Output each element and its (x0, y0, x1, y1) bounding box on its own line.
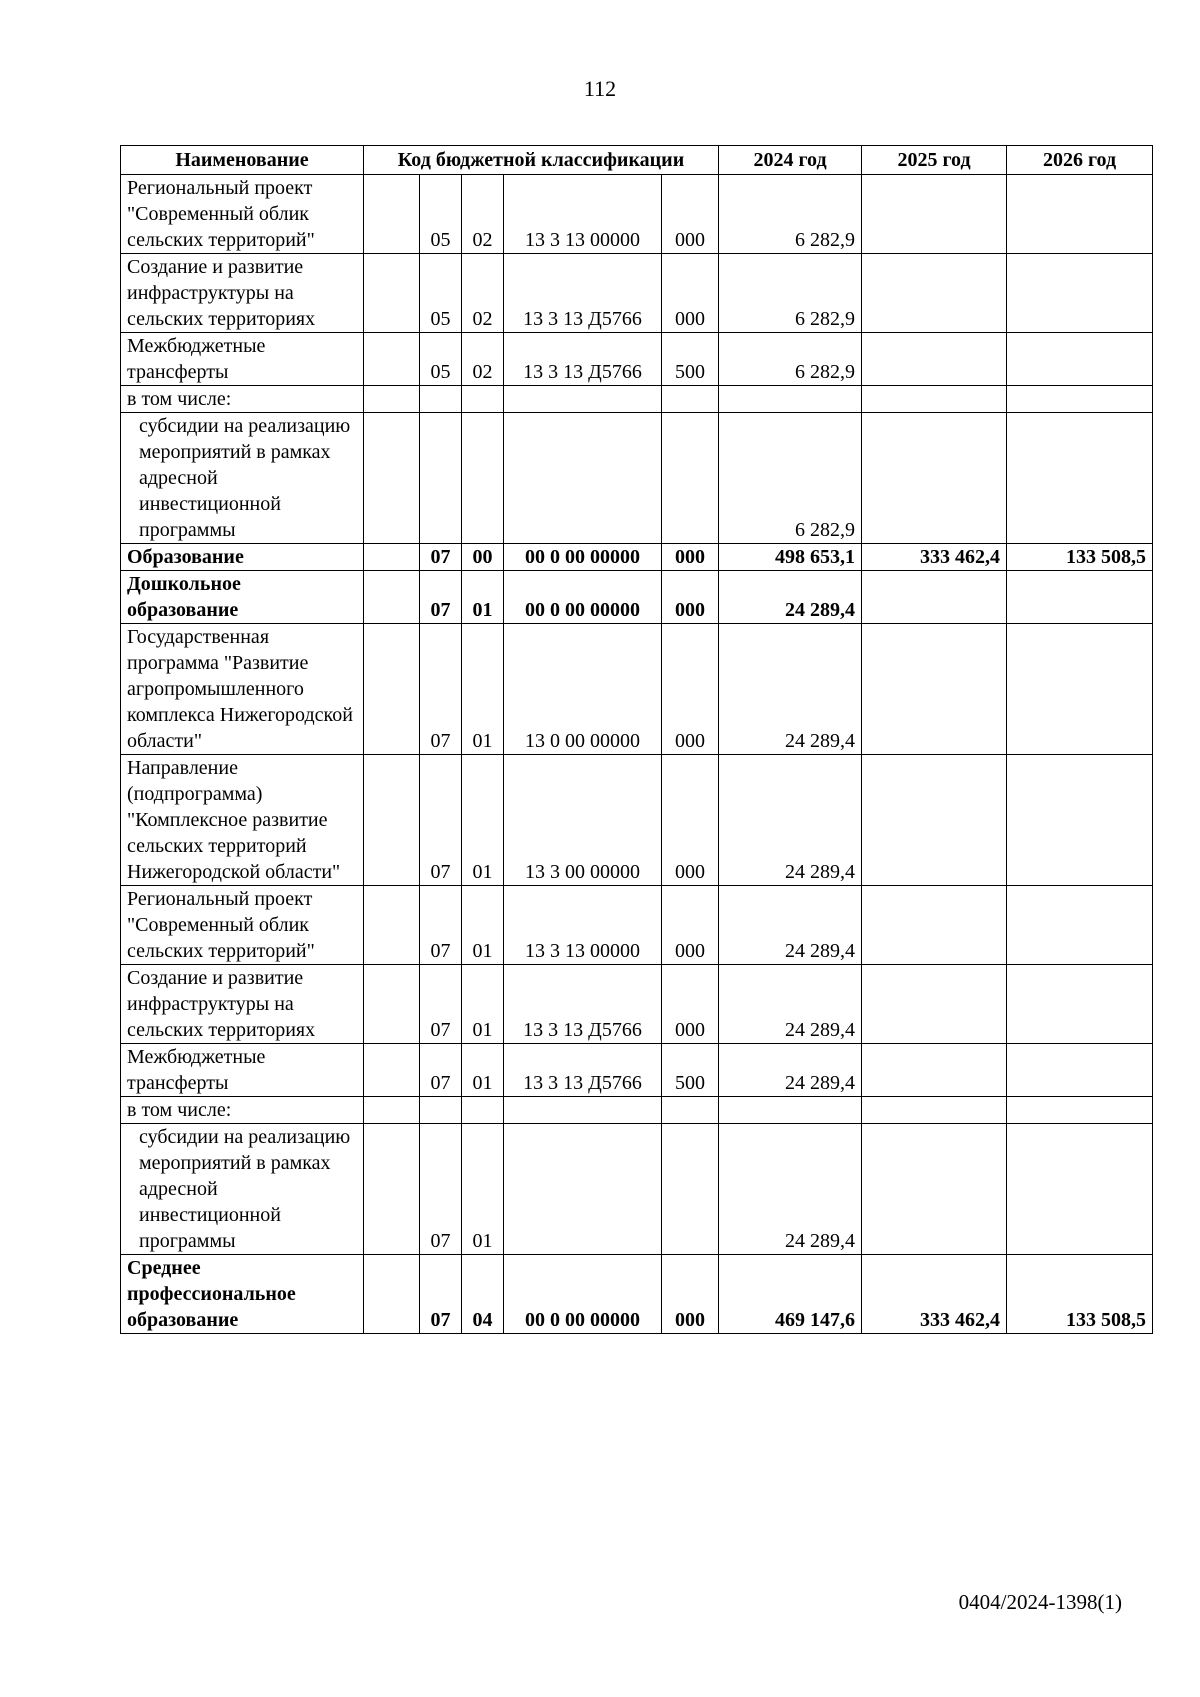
table-row (121, 886, 1153, 965)
cell-c5: 000 (662, 624, 719, 755)
cell-c4: 13 3 13 00000 (504, 175, 662, 254)
cell-name: в том числе: (121, 386, 364, 413)
cell-c3: 04 (462, 1255, 504, 1334)
cell-c3: 01 (462, 624, 504, 755)
cell-c2: 07 (420, 571, 462, 624)
cell-y2024: 24 289,4 (719, 755, 862, 886)
cell-c3: 01 (462, 886, 504, 965)
cell-c1 (364, 965, 420, 1044)
cell-y2025 (862, 755, 1007, 886)
cell-name: субсидии на реализацию мероприятий в рамках адресной инвестиционной программы (121, 413, 364, 544)
cell-c5 (662, 413, 719, 544)
cell-c3: 00 (462, 544, 504, 571)
cell-c4: 00 0 00 00000 (504, 1255, 662, 1334)
cell-c1 (364, 254, 420, 333)
cell-c4: 13 3 13 Д5766 (504, 965, 662, 1044)
cell-c1 (364, 386, 420, 413)
cell-y2026 (1007, 965, 1153, 1044)
document-id: 0404/2024-1398(1) (958, 1590, 1122, 1614)
cell-y2025 (862, 1124, 1007, 1255)
cell-name: в том числе: (121, 1097, 364, 1124)
cell-c2: 05 (420, 175, 462, 254)
table-row (121, 544, 1153, 571)
cell-y2026 (1007, 1044, 1153, 1097)
cell-y2026: 133 508,5 (1007, 1255, 1153, 1334)
cell-y2026 (1007, 333, 1153, 386)
cell-c3: 01 (462, 1124, 504, 1255)
cell-y2024: 24 289,4 (719, 1124, 862, 1255)
table-row (121, 965, 1153, 1044)
cell-y2024: 24 289,4 (719, 886, 862, 965)
cell-c1 (364, 413, 420, 544)
cell-y2026 (1007, 886, 1153, 965)
cell-c2 (420, 1097, 462, 1124)
table-row (121, 386, 1153, 413)
cell-c1 (364, 1044, 420, 1097)
cell-c1 (364, 755, 420, 886)
cell-c5: 000 (662, 886, 719, 965)
cell-c5: 000 (662, 1255, 719, 1334)
header-name: Наименование (121, 146, 364, 175)
cell-c4: 13 3 00 00000 (504, 755, 662, 886)
header-2024: 2024 год (719, 146, 862, 175)
cell-y2024: 6 282,9 (719, 254, 862, 333)
cell-y2026 (1007, 1097, 1153, 1124)
cell-y2026 (1007, 755, 1153, 886)
cell-y2025 (862, 1044, 1007, 1097)
table-row (121, 413, 1153, 544)
header-code: Код бюджетной классификации (364, 146, 719, 175)
cell-c1 (364, 175, 420, 254)
cell-c3: 01 (462, 1044, 504, 1097)
cell-c1 (364, 1097, 420, 1124)
cell-y2024: 6 282,9 (719, 175, 862, 254)
cell-c4 (504, 413, 662, 544)
cell-name: Региональный проект "Современный облик сельских территорий" (121, 886, 364, 965)
table-row (121, 1124, 1153, 1255)
cell-y2026 (1007, 254, 1153, 333)
cell-c5 (662, 1097, 719, 1124)
cell-c3 (462, 1097, 504, 1124)
cell-c2: 05 (420, 254, 462, 333)
cell-name: Образование (121, 544, 364, 571)
cell-name: Среднее профессиональное образование (121, 1255, 364, 1334)
cell-c3: 02 (462, 175, 504, 254)
cell-c2: 07 (420, 1255, 462, 1334)
cell-name: Создание и развитие инфраструктуры на сельских территориях (121, 965, 364, 1044)
cell-y2025 (862, 386, 1007, 413)
cell-c1 (364, 624, 420, 755)
cell-c5: 000 (662, 571, 719, 624)
cell-c5: 500 (662, 333, 719, 386)
cell-c4: 13 3 13 Д5766 (504, 333, 662, 386)
cell-c4 (504, 386, 662, 413)
table-row (121, 624, 1153, 755)
cell-c5: 000 (662, 965, 719, 1044)
table-row (121, 571, 1153, 624)
cell-c5: 500 (662, 1044, 719, 1097)
cell-name: субсидии на реализацию мероприятий в рамках адресной инвестиционной программы (121, 1124, 364, 1255)
cell-c4: 13 3 13 Д5766 (504, 254, 662, 333)
cell-name: Региональный проект "Современный облик сельских территорий" (121, 175, 364, 254)
cell-c2: 07 (420, 886, 462, 965)
cell-c1 (364, 1255, 420, 1334)
cell-y2024: 469 147,6 (719, 1255, 862, 1334)
cell-y2025 (862, 413, 1007, 544)
cell-name: Дошкольное образование (121, 571, 364, 624)
cell-c4: 13 3 13 Д5766 (504, 1044, 662, 1097)
header-2025: 2025 год (862, 146, 1007, 175)
cell-y2024: 498 653,1 (719, 544, 862, 571)
cell-y2026: 133 508,5 (1007, 544, 1153, 571)
cell-c1 (364, 886, 420, 965)
cell-y2025 (862, 886, 1007, 965)
cell-c2: 07 (420, 1124, 462, 1255)
cell-c5: 000 (662, 755, 719, 886)
table-body (121, 175, 1153, 1334)
cell-y2026 (1007, 624, 1153, 755)
cell-y2025 (862, 571, 1007, 624)
table-header-row (121, 146, 1153, 175)
cell-y2024: 6 282,9 (719, 413, 862, 544)
header-2026: 2026 год (1007, 146, 1153, 175)
cell-y2025 (862, 333, 1007, 386)
table-row (121, 755, 1153, 886)
cell-y2025 (862, 1097, 1007, 1124)
table-row (121, 175, 1153, 254)
cell-c2: 05 (420, 333, 462, 386)
cell-y2025 (862, 624, 1007, 755)
cell-c2 (420, 386, 462, 413)
cell-y2024 (719, 1097, 862, 1124)
cell-y2026 (1007, 386, 1153, 413)
cell-y2026 (1007, 1124, 1153, 1255)
cell-c3: 02 (462, 333, 504, 386)
cell-y2024: 24 289,4 (719, 624, 862, 755)
cell-c3: 01 (462, 755, 504, 886)
cell-c3: 01 (462, 965, 504, 1044)
cell-c4 (504, 1124, 662, 1255)
table-row (121, 254, 1153, 333)
cell-c2 (420, 413, 462, 544)
cell-c1 (364, 544, 420, 571)
cell-name: Создание и развитие инфраструктуры на сельских территориях (121, 254, 364, 333)
table-row (121, 1097, 1153, 1124)
cell-c1 (364, 1124, 420, 1255)
cell-y2025: 333 462,4 (862, 1255, 1007, 1334)
cell-y2025: 333 462,4 (862, 544, 1007, 571)
cell-c5 (662, 386, 719, 413)
cell-c4 (504, 1097, 662, 1124)
cell-name: Межбюджетные трансферты (121, 333, 364, 386)
cell-c1 (364, 571, 420, 624)
table-row (121, 1255, 1153, 1334)
budget-table (120, 145, 1153, 1334)
cell-c4: 00 0 00 00000 (504, 544, 662, 571)
cell-c3: 01 (462, 571, 504, 624)
cell-c4: 13 0 00 00000 (504, 624, 662, 755)
page-number: 112 (583, 76, 617, 101)
cell-c5 (662, 1124, 719, 1255)
cell-y2024 (719, 386, 862, 413)
cell-c4: 13 3 13 00000 (504, 886, 662, 965)
cell-y2026 (1007, 175, 1153, 254)
cell-y2025 (862, 254, 1007, 333)
cell-name: Государственная программа "Развитие агропромышленного комплекса Нижегородской области" (121, 624, 364, 755)
cell-c5: 000 (662, 254, 719, 333)
cell-c5: 000 (662, 175, 719, 254)
cell-y2024: 6 282,9 (719, 333, 862, 386)
cell-y2026 (1007, 413, 1153, 544)
cell-y2025 (862, 175, 1007, 254)
cell-y2026 (1007, 571, 1153, 624)
cell-y2025 (862, 965, 1007, 1044)
cell-y2024: 24 289,4 (719, 1044, 862, 1097)
cell-y2024: 24 289,4 (719, 571, 862, 624)
cell-y2024: 24 289,4 (719, 965, 862, 1044)
cell-c2: 07 (420, 544, 462, 571)
cell-c4: 00 0 00 00000 (504, 571, 662, 624)
cell-name: Направление (подпрограмма) "Комплексное развитие сельских территорий Нижегородской области" (121, 755, 364, 886)
cell-c2: 07 (420, 965, 462, 1044)
cell-c2: 07 (420, 1044, 462, 1097)
cell-c3: 02 (462, 254, 504, 333)
table-row (121, 1044, 1153, 1097)
cell-c2: 07 (420, 755, 462, 886)
cell-c5: 000 (662, 544, 719, 571)
cell-c3 (462, 413, 504, 544)
cell-c1 (364, 333, 420, 386)
cell-name: Межбюджетные трансферты (121, 1044, 364, 1097)
cell-c3 (462, 386, 504, 413)
cell-c2: 07 (420, 624, 462, 755)
table-row (121, 333, 1153, 386)
